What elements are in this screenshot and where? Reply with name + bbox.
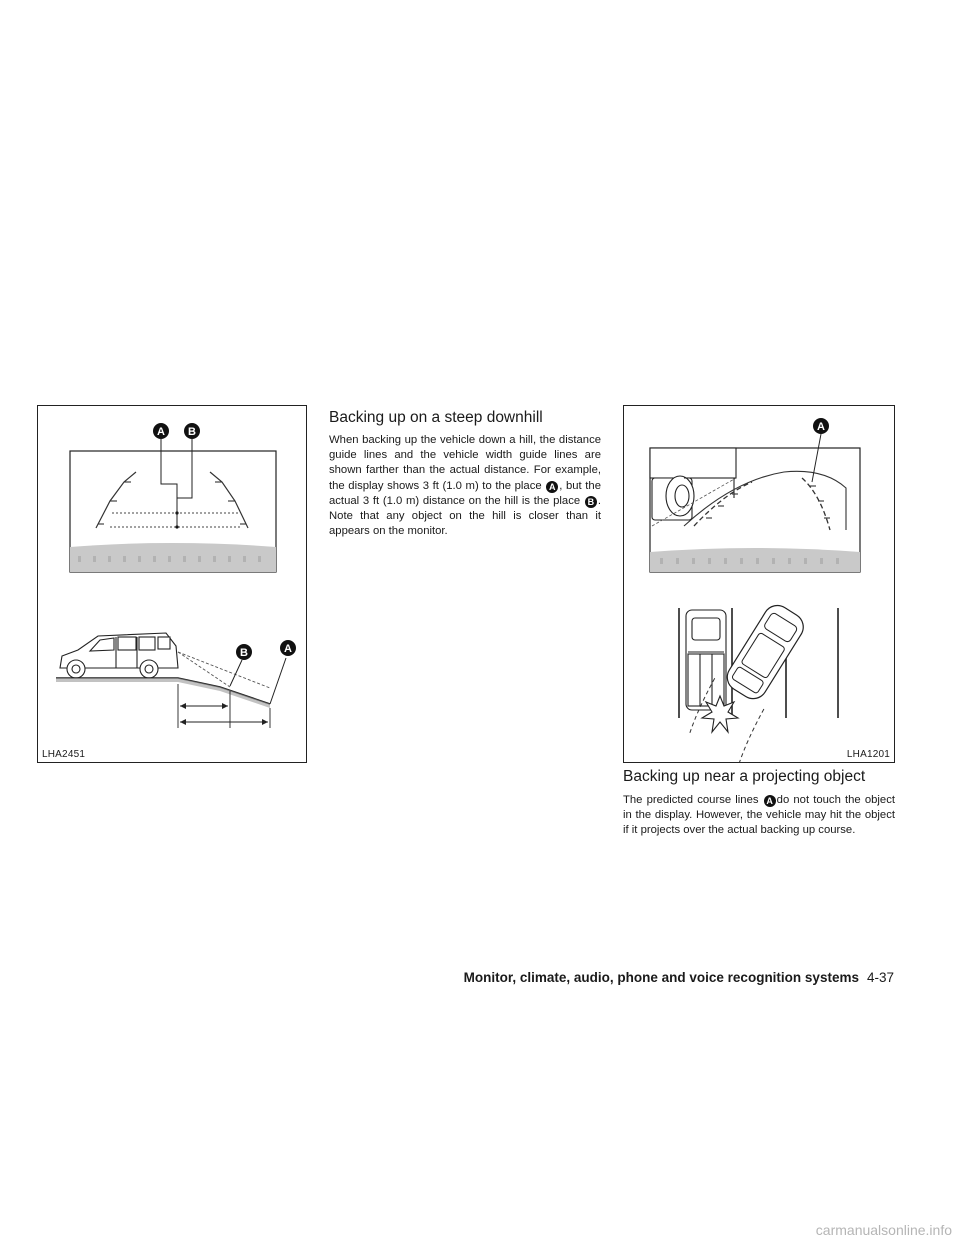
section-heading-projecting: Backing up near a projecting object: [623, 768, 866, 785]
text-span: do not touch the object in the display. However, the vehicle may hit the object if it projects over the actual backing up course.: [623, 794, 896, 837]
section-body-projecting: [623, 793, 895, 839]
bumper-area: [650, 548, 860, 572]
section-body-downhill: [329, 433, 601, 539]
footer-section-title: Monitor, climate, audio, phone and voice recognition systems: [463, 970, 859, 985]
downhill-illustration: [38, 406, 306, 762]
ref-a-icon: A: [764, 795, 776, 807]
text-span: , but the actual 3 ft (1.0 m) distance on the hill is the place: [329, 479, 602, 507]
watermark: carmanualsonline.info: [815, 1222, 952, 1238]
ref-b-icon: B: [585, 496, 597, 508]
text-span: The predicted course lines: [623, 794, 763, 806]
projecting-object-illustration: [624, 406, 894, 762]
text-span: . Note that any object on the hill is closer than it appears on the monitor.: [329, 494, 601, 538]
figure-code: LHA1201: [846, 749, 890, 760]
callout-b-label: B: [188, 426, 196, 438]
page-number: 4-37: [866, 970, 894, 985]
suv-side-icon: [60, 633, 178, 678]
page-footer: [424, 970, 894, 985]
figure-lha1201: [623, 405, 895, 763]
ref-a-icon: A: [546, 481, 558, 493]
slope-callout-a: A: [284, 643, 292, 655]
figure-code: LHA2451: [42, 749, 86, 760]
slope-callout-b: B: [240, 647, 248, 659]
text-span: When backing up the vehicle down a hill, the distance guide lines and the vehicle width guide lines are shown farther than the actual distance. For example, the display shows 3 ft (1.0 m) to the place: [329, 434, 601, 492]
section-heading-downhill: Backing up on a steep downhill: [329, 409, 543, 426]
callout-a-label: A: [157, 426, 165, 438]
callout-a-label: A: [817, 421, 825, 433]
figure-lha2451: [37, 405, 307, 763]
